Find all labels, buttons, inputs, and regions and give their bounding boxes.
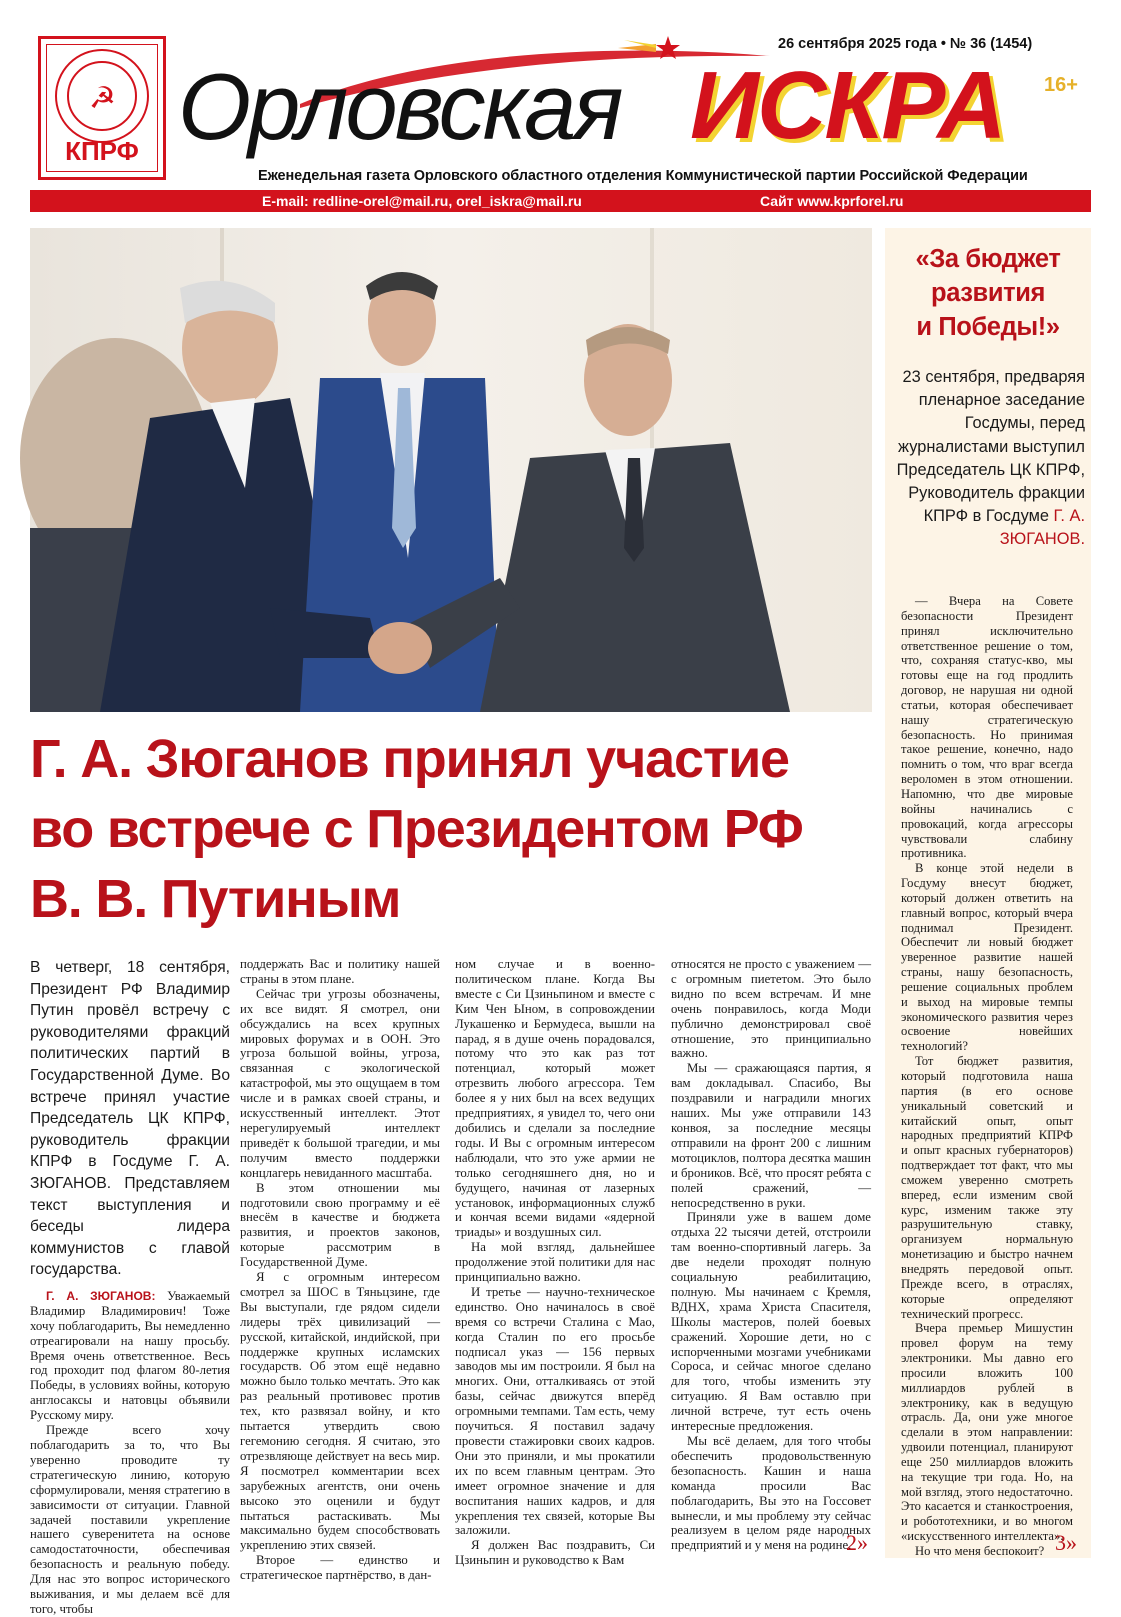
article-column-4: [671, 957, 871, 1553]
issue-date-number: 26 сентября 2025 года • № 36 (1454): [778, 36, 1033, 52]
article-paragraph: Мы всё делаем, для того чтобы обеспечить продовольственную безопасность. Кашин и наша команда просили Вас поблагодарить, Вы это на Госсовет вынесли, и мы проблему эту сейчас реализуем в целом ряде народных предприятий и у меня на родине.: [671, 1434, 871, 1553]
headline-line-2: во встрече с Президентом РФ: [30, 799, 803, 859]
continued-page-3-marker[interactable]: 3»: [1055, 1530, 1077, 1555]
sidebar-body: [901, 594, 1073, 1559]
age-rating-badge: 16+: [1044, 74, 1078, 96]
article-headline: [30, 724, 872, 934]
article-paragraph: Я должен Вас поздравить, Си Цзиньпин и руководство к Вам: [455, 1538, 655, 1568]
sidebar-paragraph: В конце этой недели в Госдуму внесут бюджет, который должен ответить на главный вопрос, который вчера поднимал Президент. Обеспечит ли новый бюджет уверенное развитие нашей страны, нашу безопасность, решение социальных проблем и выход на мировые темпы экономического развития через освоение новейших технологий?: [901, 861, 1073, 1054]
logo-kprf-text: КПРФ: [65, 136, 139, 166]
article-paragraph: относятся не просто с уважением — с огромным пиететом. Это было видно по всем встречам. И мне очень понравилось, когда Моди публично демонстрировал своё отношение, это принципиально важно.: [671, 957, 871, 1061]
sidebar-title-line-2: развития: [931, 279, 1045, 307]
newspaper-title-part1: Орловская: [178, 54, 621, 159]
contact-website[interactable]: Сайт www.kprforel.ru: [760, 193, 904, 209]
sidebar-title-line-3: и Победы!»: [916, 313, 1060, 341]
article-column-2: [240, 957, 440, 1583]
sidebar-author: Г. А. ЗЮГАНОВ.: [999, 507, 1085, 549]
sidebar-article: [885, 228, 1091, 1558]
sidebar-paragraph: Тот бюджет развития, который подготовила наша партия (в его основе уникальный советский и китайский опыт, опыт народных предприятий КПРФ и опыт красных губернаторов) подтверждает тот факт, что мы сможем уверенно смотреть вперед, если изменим свой курс, изменим также эту разрушительную ставку, организуем нормальную монетизацию и быстро начнем внедрять передовой опыт. Прежде всего, в отраслях, которые определяют технический прогресс.: [901, 1054, 1073, 1321]
article-paragraph: На мой взгляд, дальнейшее продолжение этой политики для нас принципиально важно.: [455, 1240, 655, 1285]
article-text: Уважаемый Владимир Владимирович! Тоже хочу поблагодарить, Вы немедленно отреагировали на нашу просьбу. Время очень ответственное. Весь год проходит под флагом 80-летия Победы, в условиях войны, которую англосаксы и натовцы объявили Русскому миру.: [30, 1288, 230, 1423]
article-paragraph: И третье — научно-техническое единство. Оно начиналось в своё время со встречи Сталина с Мао, когда Сталин по его просьбе подписал указ — 156 первых заводов мы им построили. Я был на многих. Они, отталкиваясь от этой базы, сейчас движутся вперёд огромными темпами. Там есть, чему поучиться. Я поставил задачу провести стажировки своих кадров. Они это приняли, и мы прокатили их по всем главным центрам. Это имеет огромное значение и для воспитания наших кадров, и для укрепления тех связей, которые Вы заложили.: [455, 1284, 655, 1538]
sidebar-paragraph: Но что меня беспокоит?: [915, 1544, 1045, 1558]
sidebar-title: [885, 242, 1091, 344]
flying-star-icon: [616, 30, 686, 66]
main-photo: [30, 228, 872, 712]
logo-ring-inner: [67, 61, 137, 131]
sidebar-intro-text: 23 сентября, предваряя пленарное заседание Госдумы, перед журналистами выступил Председатель ЦК КПРФ, Руководитель фракции КПРФ в Госдуме: [896, 368, 1085, 526]
sidebar-paragraph: — Вчера на Совете безопасности Президент принял исключительно ответственное решение о том, что, сохраняя статус-кво, мы готовы еще на год продлить договор, не нарушая ни одной статьи, которая обеспечивает нашу стратегическую безопасность. Но принимая такое решение, конечно, надо помнить о том, что враг всегда вероломен в этом отношении. Напомню, что две мировые войны начинались с провокаций, когда агрессоры чувствовали слабину противника.: [901, 594, 1073, 861]
headline-line-1: Г. А. Зюганов принял участие: [30, 729, 789, 789]
article-lead: В четверг, 18 сентября, Президент РФ Владимир Путин провёл встречу с руководителями фракций политических партий в Государственной Думе. Во встрече принял участие Председатель ЦК КПРФ, руководитель фракции КПРФ в Госдуме Г. А. ЗЮГАНОВ. Представляем текст выступления и беседы лидера коммунистов с главой государства.: [30, 959, 230, 1279]
article-column-1: [30, 957, 230, 1617]
article-paragraph: Приняли уже в вашем доме отдыха 22 тысячи детей, отстроили там военно-спортивный лагерь. За две недели проходят полную социальную реабилитацию, полную. Мы начинаем с Кремля, ВДНХ, храма Христа Спасителя, Школы мастеров, полей боевых сражений. Хорошие дети, но с испорченными мозгами учебниками Сороса, и сейчас многое сделано для того, чтобы изменить эту ситуацию. Я Вам оставлю при личной встрече, тут есть очень интересные предложения.: [671, 1210, 871, 1434]
article-paragraph: Мы — сражающаяся партия, я вам докладывал. Спасибо, Вы поздравили и наградили многих наших. Мы уже отправили 143 конвоя, за последние месяцы отправили на фронт 200 с лишним мотоциклов, полтора десятка машин и броников. Всё, что просят ребята с полей сражений, — непосредственно в руки.: [671, 1061, 871, 1210]
article-paragraph: Сейчас три угрозы обозначены, их все видят. Я смотрел, они обсуждались на всех крупных мировых форумах и в ООН. Это угроза большой войны, угроза, связанная с экологической катастрофой, мы это ощущаем в том числе и в рамках своей страны, и искусственный интеллект. Этот нерегулируемый интеллект приведёт к большой трагедии, и мы получим вместо поддержки концлагерь невиданного масштаба.: [240, 986, 440, 1180]
article-paragraph: Прежде всего хочу поблагодарить за то, что Вы уверенно проводите ту стратегическую линию, которую сформулировали, меняя стратегию в зависимости от ситуации. Главной задачей поставили укрепление нашего суверенитета на основе самодостаточности, обеспечивая безопасность и реальную победу. Для нас это вопрос исторического выживания, и мы делаем всё для того, чтобы: [30, 1423, 230, 1616]
article-paragraph: Я с огромным интересом смотрел за ШОС в Тяньцзине, где Вы выступали, где рядом сидели лидеры трёх цивилизаций — русской, китайской, индийской, при поддержке крупных исламских государств. Об этом ещё недавно можно было только мечтать. Это как раз реальный противовес против тех, кто развязал войну, и кто пытается утвердить свою гегемонию сегодня. Я считаю, это отрезвляюще действует на весь мир. Я посмотрел комментарии всех зарубежных агентств, они очень высоко это оценили и будут пытаться растаскивать. Мы максимально будем способствовать укреплению этих связей.: [240, 1270, 440, 1553]
kprf-logo: [38, 36, 166, 180]
contact-email[interactable]: E-mail: redline-orel@mail.ru, orel_iskra@mail.ru: [262, 193, 582, 209]
article-paragraph: поддержать Вас и политику нашей страны в этом плане.: [240, 957, 440, 986]
article-paragraph: ном случае и в военно-политическом плане. Когда Вы вместе с Си Цзиньпином и вместе с Ким Чен Ыном, в сопровождении Лукашенко и Бермудеса, вышли на парад, я в душе очень порадовался, потому что это как раз тот потенциал, который может отрезвить любого агрессора. Тем более я у них был на всех ведущих предприятиях, я увидел то, чего они добились и сделали за последние годы. И Вы с огромным интересом наблюдали, что это уже армии не только сегодняшнего дня, но и будущего, начиная от лазерных установок, информационных служб и кончая всеми видами «ядерной триады» и воздушных сил.: [455, 957, 655, 1240]
sidebar-title-line-1: «За бюджет: [915, 245, 1061, 273]
continued-page-2-marker[interactable]: 2»: [846, 1530, 868, 1555]
hammer-sickle-icon: ☭: [89, 81, 116, 116]
article-paragraph: Второе — единство и стратегическое партнёрство, в дан-: [240, 1553, 440, 1583]
headline-line-3: В. В. Путиным: [30, 869, 401, 929]
logo-ring: [55, 49, 149, 143]
article-column-3: [455, 957, 655, 1568]
newspaper-title-part2: ИСКРА: [690, 52, 1005, 159]
article-paragraph: [30, 1289, 230, 1423]
speaker-label: Г. А. ЗЮГАНОВ:: [46, 1288, 156, 1303]
article-paragraph: В этом отношении мы подготовили свою программу и её внесём в качестве и бюджета развития, и проектов законов, которые рассмотрим в Государственной Думе.: [240, 1180, 440, 1270]
sidebar-paragraph: Вчера премьер Мишустин провел форум на тему электроники. Мы давно его просили вложить 100 миллиардов рублей в электронику, как в ведущую отрасль. Да, они уже многое сделали в этом направлении: удвоили потенциал, планируют еще 250 миллиардов вложить на текущие три года. Но, на мой взгляд, этого недостаточно. Это касается и станкостроения, и робототехники, и во многом «искусственного интеллекта».: [901, 1321, 1073, 1544]
newspaper-subtitle: Еженедельная газета Орловского областного отделения Коммунистической партии Российской Федерации: [258, 168, 1028, 184]
sidebar-intro: [891, 366, 1085, 552]
